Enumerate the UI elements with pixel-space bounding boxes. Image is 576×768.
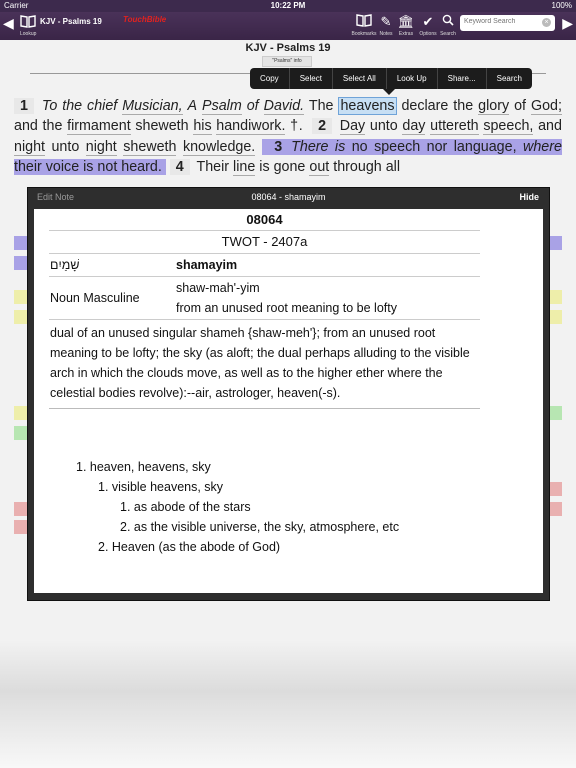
extras-icon[interactable]: 🏛 xyxy=(397,14,415,29)
verse-word[interactable]: no speech nor xyxy=(351,138,448,155)
status-bar xyxy=(0,0,576,12)
verse-word[interactable]: God; xyxy=(530,98,562,114)
verse-word[interactable]: The xyxy=(308,98,334,114)
bookmarks-icon[interactable] xyxy=(354,13,374,31)
selected-word[interactable]: heavens xyxy=(340,98,395,114)
verse-word[interactable]: language, xyxy=(453,138,517,155)
verse-word[interactable]: night xyxy=(14,138,46,155)
strong-number: 08064 xyxy=(49,209,480,231)
verse-word[interactable]: David. xyxy=(263,98,305,114)
verse-word[interactable]: Day xyxy=(339,118,366,135)
sense-item: 1. visible heavens, sky xyxy=(98,480,224,494)
highlight-fragment xyxy=(14,520,27,534)
forward-arrow-icon[interactable]: ▶ xyxy=(562,15,573,31)
highlight-fragment xyxy=(548,502,562,516)
carrier-label: Carrier xyxy=(4,1,29,10)
keyword-search-box[interactable] xyxy=(460,15,555,31)
lexicon-pos-row xyxy=(49,277,480,320)
bottom-fade xyxy=(0,640,576,768)
sense-item: 2. as the visible universe, the sky, atmosphere, etc xyxy=(120,520,400,534)
verse-word[interactable]: Musician, xyxy=(122,98,183,114)
verse-number[interactable]: 4 xyxy=(170,159,190,175)
book-chapter-title[interactable]: KJV - Psalms 19 xyxy=(40,17,102,26)
highlight-fragment xyxy=(14,310,27,324)
verse-word[interactable]: and xyxy=(538,118,562,135)
bible-text[interactable] xyxy=(14,96,562,177)
verse-word[interactable]: line xyxy=(233,158,256,175)
share-menu-item[interactable]: Share... xyxy=(438,68,487,89)
verse-word[interactable]: declare the xyxy=(401,98,474,114)
verse-word[interactable]: There is xyxy=(291,138,346,155)
verse-number[interactable]: 3 xyxy=(274,138,283,155)
sense-item: 2. Heaven (as the abode of God) xyxy=(98,540,281,554)
hide-button[interactable]: Hide xyxy=(519,192,539,202)
transliteration: shamayim xyxy=(176,258,238,272)
search-label: Search xyxy=(440,31,456,37)
book-info-button[interactable]: "Psalms" info xyxy=(262,56,312,67)
battery-level: 100% xyxy=(551,1,572,10)
verse-word[interactable]: his xyxy=(193,118,212,135)
highlight-fragment xyxy=(14,256,27,270)
search-menu-item[interactable]: Search xyxy=(496,74,522,83)
lexicon-content xyxy=(34,209,543,593)
verse-word[interactable]: through all xyxy=(333,158,400,175)
verse-word[interactable]: Psalm xyxy=(202,98,242,114)
verse-number[interactable]: 2 xyxy=(312,118,332,134)
verse-word[interactable]: of xyxy=(514,98,527,114)
verse-word[interactable]: and the xyxy=(14,118,63,135)
lookup-book-icon[interactable] xyxy=(20,14,36,28)
options-label: Options xyxy=(419,31,437,37)
search-icon[interactable] xyxy=(438,13,458,31)
highlight-fragment xyxy=(548,406,562,420)
verse-word[interactable]: Their xyxy=(196,158,230,175)
verse-word[interactable]: speech, xyxy=(483,118,534,135)
clear-search-icon[interactable]: × xyxy=(542,18,551,27)
notes-icon[interactable]: ✎ xyxy=(380,14,392,29)
popup-header xyxy=(28,188,549,208)
verse-word[interactable]: day xyxy=(402,118,426,135)
verse-word[interactable]: where xyxy=(523,138,562,155)
bookmarks-label: Bookmarks xyxy=(351,31,377,37)
lexicon-entry xyxy=(49,209,480,409)
app-logo: TouchBible xyxy=(123,15,167,24)
verse-word[interactable]: their voice is not heard. xyxy=(14,158,162,175)
highlight-fragment xyxy=(548,482,562,496)
lookup-label: Lookup xyxy=(20,31,37,37)
select-all-menu-item[interactable]: Select All xyxy=(333,68,387,89)
verse-word[interactable]: of xyxy=(246,98,259,114)
verse-word[interactable]: firmament xyxy=(67,118,131,135)
extras-label: Extras xyxy=(398,31,414,37)
verse-word[interactable]: is gone xyxy=(259,158,306,175)
footnote-marker[interactable]: †. xyxy=(290,118,303,135)
hebrew-word: שָׁמַיִם xyxy=(50,258,80,272)
definition: dual of an unused singular shameh {shaw-meh'}; from an unused root meaning to be lofty; the sky (as aloft; the dual perhaps alluding to the visible arch in which the clouds move, as well as to the higher ether where the celestial bodies revolve):--air, astrologer, heaven(-s). xyxy=(49,320,480,409)
highlight-fragment xyxy=(14,426,27,440)
sense-item: 1. as abode of the stars xyxy=(120,500,251,514)
highlight-fragment xyxy=(548,310,562,324)
verse-word[interactable]: out xyxy=(309,158,330,175)
lexicon-popup xyxy=(27,187,550,601)
part-of-speech: Noun Masculine xyxy=(50,291,140,305)
notes-label: Notes xyxy=(379,31,393,37)
verse-word[interactable]: handiwork. xyxy=(216,118,286,135)
verse-word[interactable]: night xyxy=(85,138,117,155)
verse-word[interactable]: unto xyxy=(51,138,80,155)
verse-word[interactable]: A xyxy=(187,98,198,114)
toolbar xyxy=(0,12,576,40)
lexicon-word-row xyxy=(49,254,480,277)
highlight-fragment xyxy=(548,290,562,304)
popup-title: 08064 - shamayim xyxy=(251,192,326,202)
verse-word[interactable]: To the chief xyxy=(41,98,118,114)
verse-word[interactable]: uttereth xyxy=(430,118,479,135)
context-menu-pointer xyxy=(383,89,395,95)
verse-word[interactable]: knowledge. xyxy=(182,138,256,155)
pronunciation-cell xyxy=(176,277,480,319)
select-menu-item[interactable]: Select xyxy=(290,68,333,89)
copy-menu-item[interactable]: Copy xyxy=(250,68,290,89)
verse-word[interactable]: unto xyxy=(369,118,398,135)
twot-reference: TWOT - 2407a xyxy=(49,231,480,254)
verse-number[interactable]: 1 xyxy=(14,98,34,114)
clock: 10:22 PM xyxy=(270,1,306,10)
context-menu xyxy=(250,68,532,89)
back-arrow-icon[interactable]: ◀ xyxy=(3,15,14,31)
verse-word[interactable]: glory xyxy=(478,98,510,114)
pronunciation: shaw-mah'-yim xyxy=(176,281,260,295)
look-up-menu-item[interactable]: Look Up xyxy=(387,68,438,89)
highlight-fragment xyxy=(14,502,27,516)
sense-item: 1. heaven, heavens, sky xyxy=(76,460,211,474)
edit-note-button[interactable]: Edit Note xyxy=(37,192,75,202)
highlight-fragment xyxy=(548,236,562,250)
verse-word[interactable]: sheweth xyxy=(135,118,189,135)
highlight-fragment xyxy=(14,236,27,250)
verse-word[interactable]: sheweth xyxy=(123,138,177,155)
page-title: KJV - Psalms 19 xyxy=(245,42,331,54)
options-icon[interactable]: ✔ xyxy=(422,14,434,29)
highlight-fragment xyxy=(14,290,27,304)
keyword-search-input[interactable] xyxy=(464,18,542,25)
root-note: from an unused root meaning to be lofty xyxy=(176,301,397,315)
highlight-fragment xyxy=(14,406,27,420)
